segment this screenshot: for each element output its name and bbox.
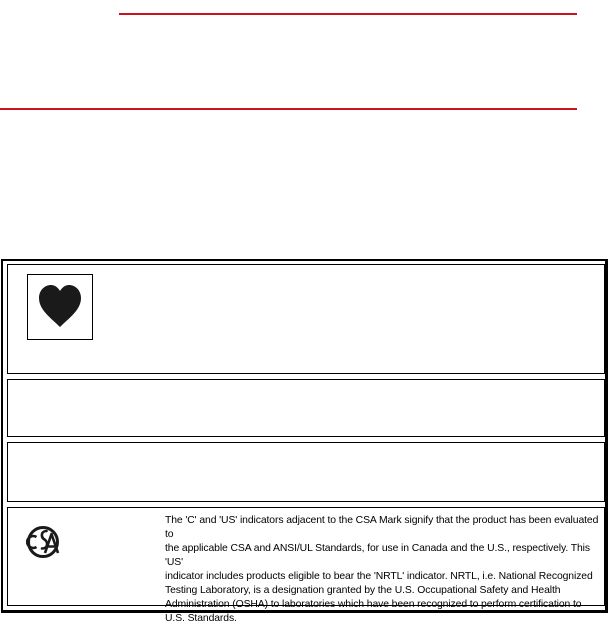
csa-notice-line: The 'C' and 'US' indicators adjacent to the CSA Mark signify that the product has been evaluated to: [165, 515, 599, 540]
header-rule-bottom: [0, 108, 577, 110]
csa-notice-line: Administration (OSHA) to laboratories which have been recognized to perform certification to: [165, 599, 582, 610]
symbol-box-heart: [7, 264, 605, 374]
header-rule-top: [119, 13, 577, 15]
csa-notice-box: [7, 507, 605, 624]
certification-panel: [1, 259, 608, 624]
csa-notice-line: the applicable CSA and ANSI/UL Standards, for use in Canada and the U.S., respectively. This 'US': [165, 543, 590, 568]
csa-logo-icon: [26, 521, 62, 563]
empty-box-3: [7, 442, 605, 502]
csa-notice-line: U.S. Standards.: [165, 613, 237, 624]
empty-box-2: [7, 379, 605, 437]
csa-notice-text: [165, 514, 605, 626]
heart-icon: [37, 284, 83, 330]
csa-notice-line: indicator includes products eligible to bear the 'NRTL' indicator. NRTL, i.e. National Recognized: [165, 571, 593, 582]
heart-symbol-frame: [27, 274, 93, 340]
csa-notice-line: Testing Laboratory, is a designation granted by the U.S. Occupational Safety and Health: [165, 585, 561, 596]
